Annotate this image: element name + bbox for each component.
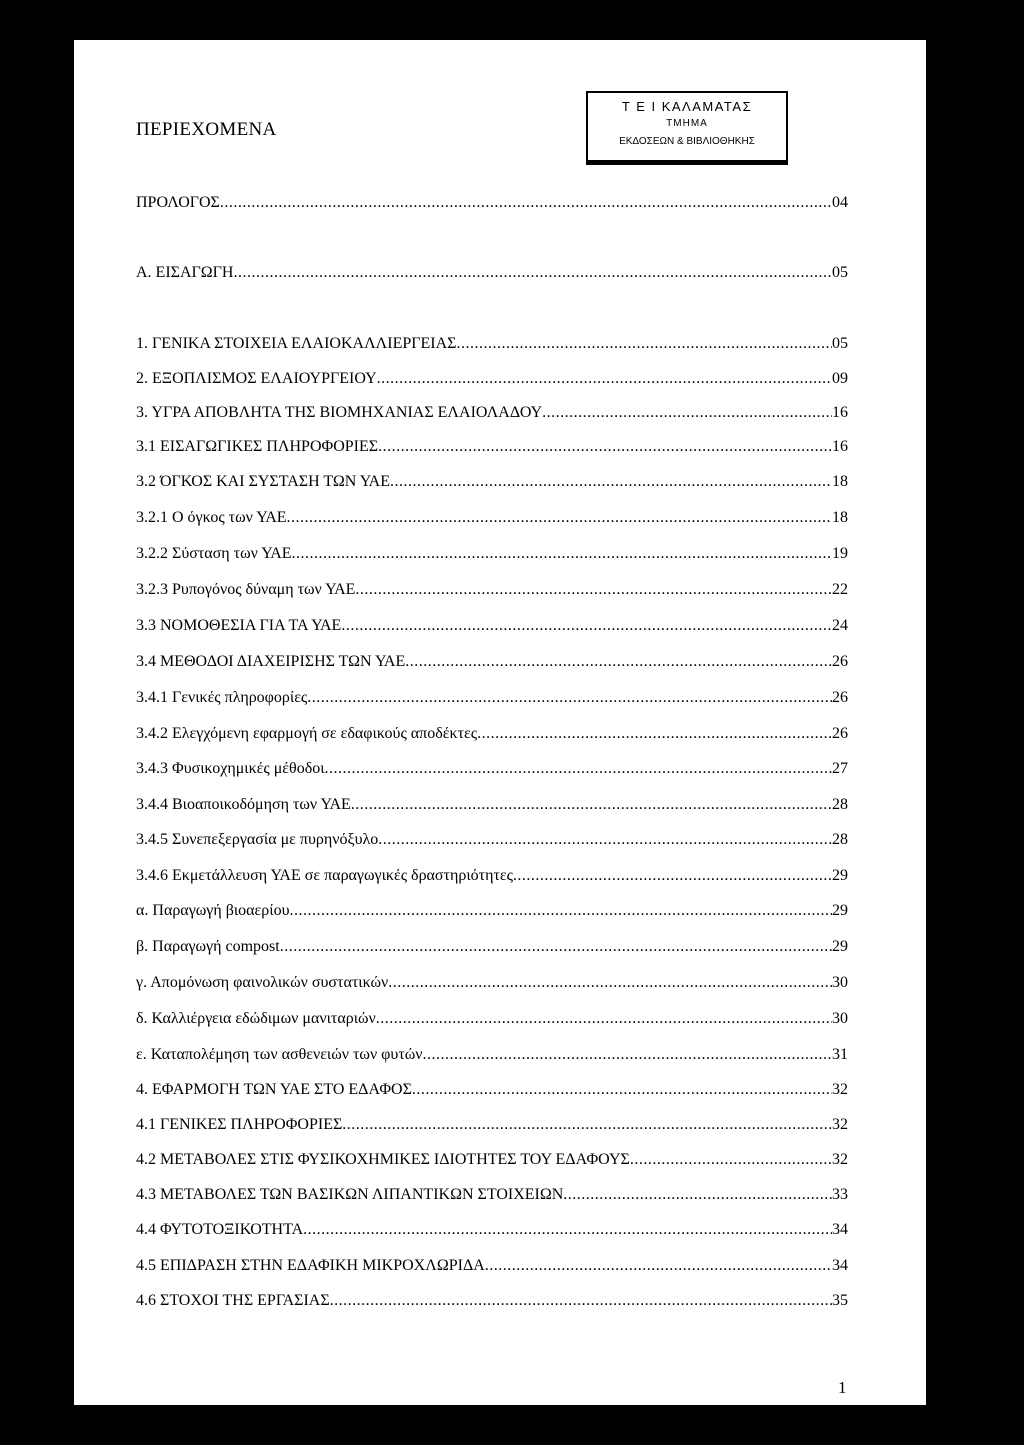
toc-entry-title: 3.4.2 Ελεγχόμενη εφαρμογή σε εδαφικούς αποδέκτες [136, 725, 478, 742]
toc-entry-title: 3.1 ΕΙΣΑΓΩΓΙΚΕΣ ΠΛΗΡΟΦΟΡΙΕΣ [136, 438, 379, 455]
toc-entry[interactable] [136, 901, 848, 920]
toc-entry[interactable] [136, 403, 848, 422]
toc-entry[interactable] [136, 193, 848, 212]
toc-leader-dots [342, 1115, 832, 1134]
toc-leader-dots [307, 688, 832, 707]
toc-entry-page: 05 [832, 264, 848, 281]
toc-entry-title: 3.2 ΌΓΚΟΣ ΚΑΙ ΣΥΣΤΑΣΗ ΤΩΝ ΥΑΕ [136, 473, 390, 490]
toc-entry[interactable] [136, 263, 848, 282]
toc-entry-title: 3.2.1 Ο όγκος των ΥΑΕ [136, 509, 287, 526]
toc-entry[interactable] [136, 795, 848, 814]
toc-entry[interactable] [136, 759, 848, 778]
toc-leader-dots [412, 1080, 832, 1099]
toc-entry-page: 24 [832, 617, 848, 634]
toc-entry[interactable] [136, 1150, 848, 1169]
toc-entry-title: 3.2.3 Ρυπογόνος δύναμη των ΥΑΕ [136, 581, 356, 598]
toc-leader-dots [341, 616, 832, 635]
toc-leader-dots [378, 437, 832, 456]
toc-leader-dots [563, 1185, 832, 1204]
library-stamp [586, 91, 788, 165]
toc-entry[interactable] [136, 1291, 848, 1310]
stamp-line-3: ΕΚΔΟΣΕΩΝ & ΒΙΒΛΙΟΘΗΚΗΣ [619, 136, 755, 147]
toc-entry-page: 22 [832, 581, 848, 598]
toc-entry[interactable] [136, 973, 848, 992]
toc-leader-dots [390, 472, 832, 491]
toc-entry-page: 32 [832, 1116, 848, 1133]
toc-leader-dots [280, 937, 832, 956]
toc-entry[interactable] [136, 1220, 848, 1239]
toc-entry-page: 31 [832, 1046, 848, 1063]
toc-entry-title: 2. ΕΞΟΠΛΙΣΜΟΣ ΕΛΑΙΟΥΡΓΕΙΟΥ [136, 370, 377, 387]
toc-entry-title: 3.4.5 Συνεπεξεργασία με πυρηνόξυλο [136, 831, 379, 848]
toc-entry[interactable] [136, 1045, 848, 1064]
toc-entry-page: 05 [832, 335, 848, 352]
toc-entry-title: 3.4.6 Εκμετάλλευση ΥΑΕ σε παραγωγικές δραστηριότητες [136, 867, 513, 884]
toc-entry-page: 34 [832, 1257, 848, 1274]
toc-entry-title: 3.4 ΜΕΘΟΔΟΙ ΔΙΑΧΕΙΡΙΣΗΣ ΤΩΝ ΥΑΕ [136, 653, 406, 670]
toc-entry-page: 26 [832, 653, 848, 670]
toc-entry[interactable] [136, 724, 848, 743]
scan-border-top [0, 0, 1024, 40]
toc-entry-page: 28 [832, 831, 848, 848]
toc-entry-page: 19 [832, 545, 848, 562]
toc-leader-dots [376, 1009, 832, 1028]
toc-entry-title: 4. ΕΦΑΡΜΟΓΗ ΤΩΝ ΥΑΕ ΣΤΟ ΕΔΑΦΟΣ [136, 1081, 412, 1098]
toc-leader-dots [542, 403, 832, 422]
toc-entry-page: 29 [832, 938, 848, 955]
stamp-line-2: ΤΜΗΜΑ [666, 118, 708, 129]
toc-entry[interactable] [136, 472, 848, 491]
toc-entry-page: 32 [832, 1151, 848, 1168]
toc-entry-title: 3.2.2 Σύσταση των ΥΑΕ [136, 545, 292, 562]
toc-entry-page: 32 [832, 1081, 848, 1098]
toc-entry-title: 4.1 ΓΕΝΙΚΕΣ ΠΛΗΡΟΦΟΡΙΕΣ [136, 1116, 343, 1133]
toc-entry[interactable] [136, 580, 848, 599]
toc-leader-dots [513, 866, 832, 885]
toc-leader-dots [378, 830, 832, 849]
toc-leader-dots [477, 724, 832, 743]
scan-border-right [926, 0, 1024, 1445]
toc-entry-title: 4.2 ΜΕΤΑΒΟΛΕΣ ΣΤΙΣ ΦΥΣΙΚΟΧΗΜΙΚΕΣ ΙΔΙΟΤΗΤΕΣ ΤΟΥ ΕΔΑΦΟΥΣ [136, 1151, 630, 1168]
toc-entry[interactable] [136, 866, 848, 885]
toc-entry-page: 26 [832, 725, 848, 742]
toc-entry-page: 18 [832, 473, 848, 490]
toc-entry[interactable] [136, 544, 848, 563]
toc-entry-page: 30 [832, 974, 848, 991]
toc-entry-title: 3.4.1 Γενικές πληροφορίες [136, 689, 308, 706]
toc-leader-dots [405, 652, 832, 671]
page-title: ΠΕΡΙΕΧΟΜΕΝΑ [136, 119, 277, 140]
toc-entry-title: β. Παραγωγή compost [136, 938, 280, 955]
toc-entry-title: δ. Καλλιέργεια εδώδιμων μανιταριών [136, 1010, 376, 1027]
toc-entry[interactable] [136, 1185, 848, 1204]
toc-entry-title: ΠΡΟΛΟΓΟΣ [136, 194, 220, 211]
scan-border-bottom [0, 1405, 1024, 1445]
toc-leader-dots [220, 193, 832, 212]
toc-entry[interactable] [136, 1256, 848, 1275]
toc-entry-page: 16 [832, 404, 848, 421]
toc-leader-dots [303, 1220, 832, 1239]
toc-entry-title: ε. Καταπολέμηση των ασθενειών των φυτών [136, 1046, 423, 1063]
toc-entry-title: 3.4.4 Βιοαποικοδόμηση των ΥΑΕ [136, 796, 351, 813]
toc-leader-dots [351, 795, 832, 814]
toc-entry-title: 4.5 ΕΠΙΔΡΑΣΗ ΣΤΗΝ ΕΔΑΦΙΚΗ ΜΙΚΡΟΧΛΩΡΙΔΑ [136, 1257, 485, 1274]
toc-entry-page: 18 [832, 509, 848, 526]
scan-border-left [0, 0, 74, 1445]
toc-leader-dots [388, 973, 832, 992]
toc-entry-title: 4.4 ΦΥΤΟΤΟΞΙΚΟΤΗΤΑ [136, 1221, 304, 1238]
toc-entry-page: 35 [832, 1292, 848, 1309]
page-number: 1 [838, 1378, 847, 1397]
toc-entry[interactable] [136, 616, 848, 635]
toc-entry-title: 4.3 ΜΕΤΑΒΟΛΕΣ ΤΩΝ ΒΑΣΙΚΩΝ ΛΙΠΑΝΤΙΚΩΝ ΣΤΟΙΧΕΙΩΝ [136, 1186, 564, 1203]
toc-entry[interactable] [136, 652, 848, 671]
toc-leader-dots [423, 1045, 832, 1064]
toc-leader-dots [485, 1256, 832, 1275]
toc-leader-dots [325, 759, 832, 778]
toc-entry-page: 30 [832, 1010, 848, 1027]
toc-entry-page: 04 [832, 194, 848, 211]
toc-entry[interactable] [136, 1009, 848, 1028]
toc-entry[interactable] [136, 1080, 848, 1099]
toc-entry-page: 09 [832, 370, 848, 387]
toc-leader-dots [287, 508, 832, 527]
toc-entry-title: 4.6 ΣΤΟΧΟΙ ΤΗΣ ΕΡΓΑΣΙΑΣ [136, 1292, 330, 1309]
toc-entry[interactable] [136, 937, 848, 956]
toc-entry[interactable] [136, 437, 848, 456]
toc-entry-title: 3. ΥΓΡΑ ΑΠΟΒΛΗΤΑ ΤΗΣ ΒΙΟΜΗΧΑΝΙΑΣ ΕΛΑΙΟΛΑΔΟΥ [136, 404, 543, 421]
stamp-line-1: Τ Ε Ι ΚΑΛΑΜΑΤΑΣ [621, 99, 753, 114]
toc-leader-dots [377, 369, 832, 388]
toc-leader-dots [330, 1291, 832, 1310]
toc-entry-page: 33 [832, 1186, 848, 1203]
toc-leader-dots [630, 1150, 832, 1169]
toc-leader-dots [456, 334, 832, 353]
toc-entry-page: 16 [832, 438, 848, 455]
toc-leader-dots [233, 263, 832, 282]
toc-entry-title: γ. Απομόνωση φαινολικών συστατικών [136, 974, 389, 991]
toc-leader-dots [355, 580, 832, 599]
toc-entry[interactable] [136, 688, 848, 707]
toc-leader-dots [292, 544, 832, 563]
toc-entry-page: 29 [832, 902, 848, 919]
toc-entry-title: 3.3 ΝΟΜΟΘΕΣΙΑ ΓΙΑ ΤΑ ΥΑΕ [136, 617, 342, 634]
toc-entry[interactable] [136, 369, 848, 388]
toc-leader-dots [289, 901, 832, 920]
toc-entry-title: α. Παραγωγή βιοαερίου [136, 902, 290, 919]
toc-entry[interactable] [136, 508, 848, 527]
toc-entry-page: 29 [832, 867, 848, 884]
toc-entry-title: 1. ΓΕΝΙΚΑ ΣΤΟΙΧΕΙΑ ΕΛΑΙΟΚΑΛΛΙΕΡΓΕΙΑΣ [136, 335, 457, 352]
toc-entry-title: 3.4.3 Φυσικοχημικές μέθοδοι [136, 760, 325, 777]
toc-entry[interactable] [136, 1115, 848, 1134]
toc-entry-page: 27 [832, 760, 848, 777]
toc-entry[interactable] [136, 830, 848, 849]
toc-entry-page: 34 [832, 1221, 848, 1238]
toc-entry[interactable] [136, 334, 848, 353]
toc-entry-page: 28 [832, 796, 848, 813]
toc-entry-page: 26 [832, 689, 848, 706]
toc-entry-title: Α. ΕΙΣΑΓΩΓΗ [136, 264, 234, 281]
